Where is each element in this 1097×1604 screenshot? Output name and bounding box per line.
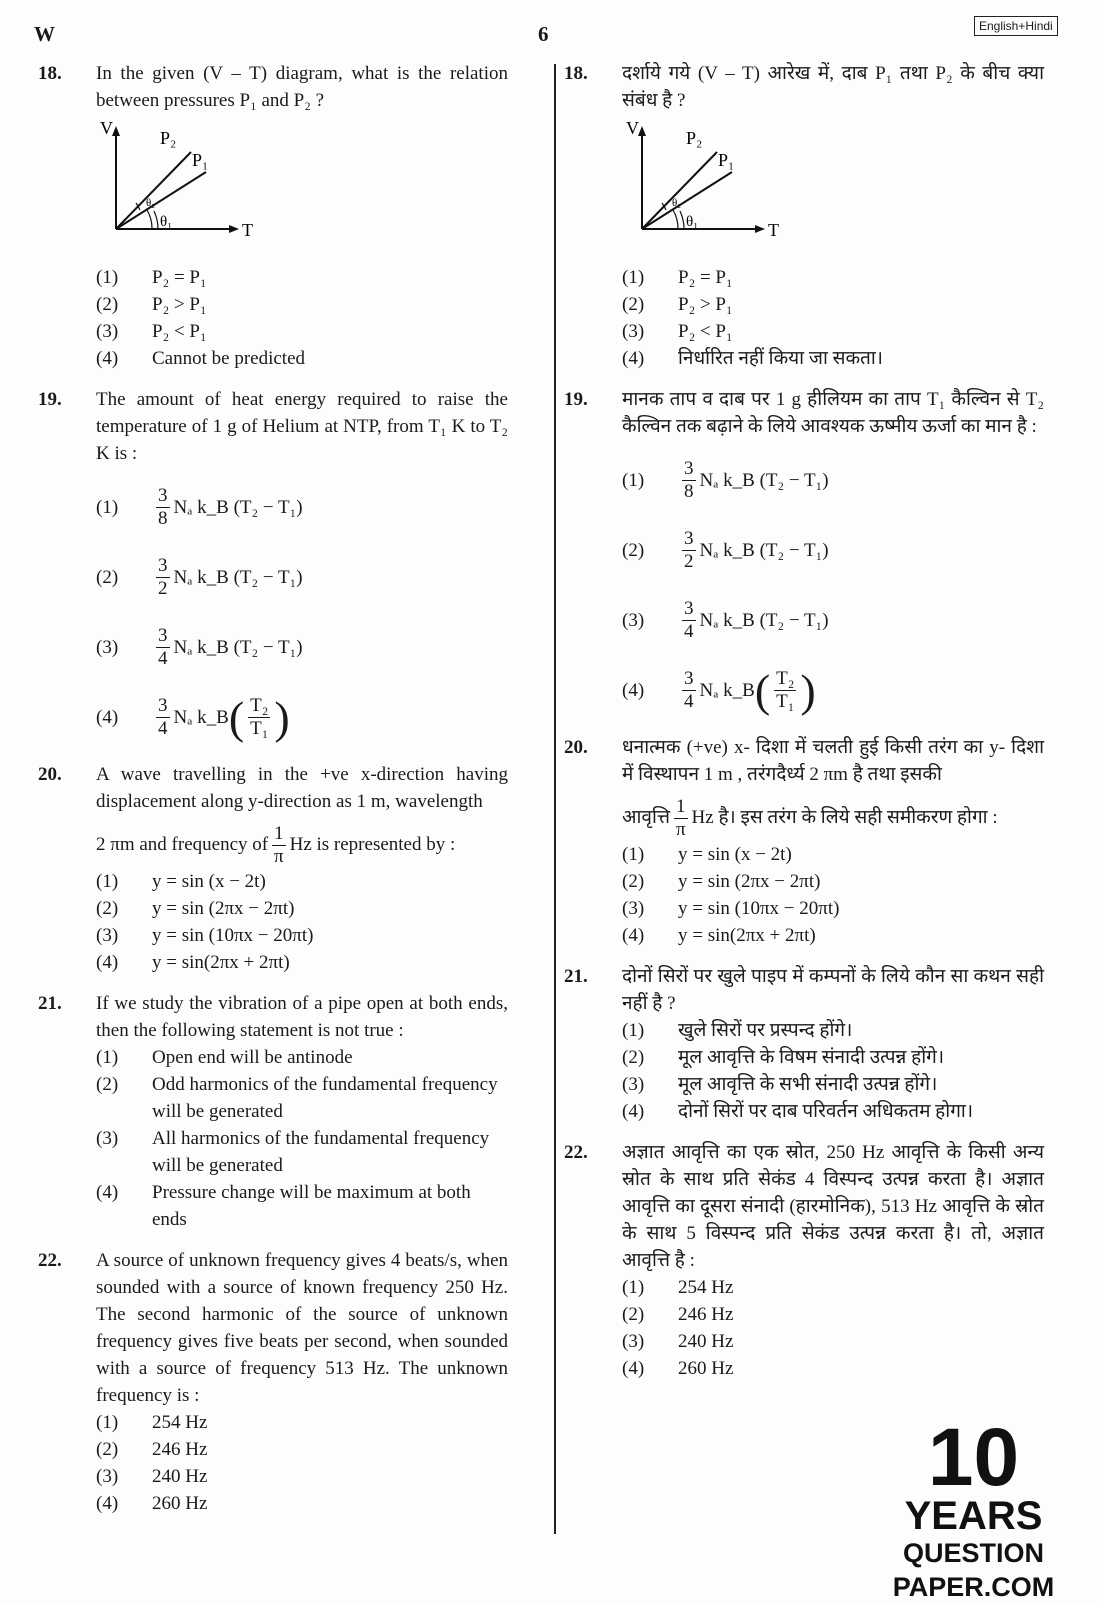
option-number: (3) (622, 321, 645, 342)
watermark-logo (850, 1412, 1097, 1604)
t-label: T (768, 220, 779, 240)
question-number: 18. (38, 63, 62, 84)
fraction: 3 4 (158, 624, 168, 669)
option-number: (4) (622, 1358, 645, 1379)
option-4[interactable]: (4) 3 4 Nₐ k_B ( T₂ T₁ ) (96, 691, 290, 743)
option-number: (3) (96, 1128, 119, 1149)
question-22 (38, 1247, 508, 1517)
option-text: Pressure change will be maximum at both ends (152, 1182, 471, 1230)
option-text: y = sin (x − 2t) (678, 844, 792, 865)
option-1[interactable] (96, 868, 508, 895)
question-18 (38, 60, 508, 372)
option-number: (1) (622, 1277, 645, 1298)
option-expression: Nₐ k_B (699, 679, 755, 701)
option-number: (3) (622, 1074, 645, 1095)
option-text: दोनों सिरों पर दाब परिवर्तन अधिकतम होगा। (678, 1101, 974, 1122)
option-number: (4) (96, 952, 119, 973)
column-divider (554, 64, 556, 1534)
question-text: A wave travelling in the +ve x-direction having displacement along y-direction as 1 m, wavelength (96, 764, 508, 812)
option-text: मूल आवृत्ति के विषम संनादी उत्पन्न होंगे। (678, 1047, 945, 1068)
option-number: (3) (622, 609, 645, 631)
option-number: (2) (96, 1439, 119, 1460)
question-text: दोनों सिरों पर खुले पाइप में कम्पनों के लिये कौन सा कथन सही नहीं है ? (622, 966, 1044, 1014)
option-text: निर्धारित नहीं किया जा सकता। (678, 348, 884, 369)
option-3[interactable] (96, 922, 508, 949)
question-20 (38, 761, 508, 976)
option-text: y = sin (2πx − 2πt) (152, 898, 295, 919)
option-number: (2) (622, 539, 645, 561)
p2-label: P₂ (686, 128, 703, 148)
option-4[interactable]: (4) 3 4 Nₐ k_B ( T₂ T₁ ) (622, 664, 816, 716)
option-1[interactable] (622, 450, 1044, 510)
option-number: (2) (622, 1304, 645, 1325)
option-text: y = sin (10πx − 20πt) (152, 925, 314, 946)
v-label: V (626, 118, 639, 138)
question-number: 18. (564, 63, 588, 84)
option-expression: Nₐ k_B (T₂ − T₁) (699, 539, 829, 561)
option-text: P₂ < P₁ (678, 321, 733, 342)
option-text: 246 Hz (678, 1304, 734, 1325)
option-text: Odd harmonics of the fundamental frequency will be generated (152, 1074, 498, 1122)
t-label: T (242, 220, 253, 240)
option-text: y = sin (2πx − 2πt) (678, 871, 821, 892)
option-number: (4) (622, 679, 645, 701)
vt-diagram-svg (622, 114, 822, 264)
option-number: (3) (96, 1466, 119, 1487)
option-number: (4) (96, 1493, 119, 1514)
question-number: 21. (38, 993, 62, 1014)
option-4[interactable] (96, 345, 508, 372)
option-text: Open end will be antinode (152, 1047, 353, 1068)
option-3[interactable] (622, 895, 1044, 922)
option-text: 246 Hz (152, 1439, 208, 1460)
theta2-label: θ₂ (146, 197, 156, 209)
question-text: मानक ताप व दाब पर 1 g हीलियम का ताप T₁ कैल्विन से T₂ कैल्विन तक बढ़ाने के लिये आवश्यक ऊष्मीय ऊर्जा का मान है : (622, 389, 1044, 437)
p1-label: P₁ (192, 150, 209, 170)
question-text: The amount of heat energy required to raise the temperature of 1 g of Helium at NTP, from T₁ K to T₂ K is : (96, 389, 508, 464)
option-1[interactable] (96, 1409, 508, 1436)
option-number: (1) (96, 267, 119, 288)
option-expression: Nₐ k_B (T₂ − T₁) (173, 566, 303, 588)
logo-years: YEARS (904, 1494, 1043, 1538)
question-number: 19. (564, 389, 588, 410)
v-label: V (100, 118, 113, 138)
p2-line (116, 152, 191, 229)
theta1-arc (673, 210, 678, 229)
option-1[interactable] (96, 477, 508, 537)
option-number: (4) (96, 348, 119, 369)
option-number: (1) (622, 267, 645, 288)
question-number: 20. (564, 737, 588, 758)
option-number: (3) (96, 636, 119, 658)
option-2[interactable] (96, 291, 508, 318)
option-2[interactable] (622, 868, 1044, 895)
question-21 (38, 990, 508, 1233)
v-axis-arrow-icon (638, 126, 646, 136)
option-number: (2) (622, 294, 645, 315)
question-text-line2: आवृत्ति $\frac{1}{\pi}$ Hz है। इस तरंग के लिये सही समीकरण होगा : (622, 796, 998, 840)
option-2[interactable] (96, 895, 508, 922)
option-text: P₂ = P₁ (678, 267, 733, 288)
option-text: 260 Hz (152, 1493, 208, 1514)
fraction: 3 8 (158, 484, 168, 529)
fraction: 3 8 (684, 457, 694, 502)
fraction: 3 4 (684, 667, 694, 712)
option-number: (1) (96, 871, 119, 892)
option-2[interactable] (96, 1071, 508, 1125)
question-22-hindi (564, 1139, 1044, 1382)
theta2-label: θ₂ (672, 197, 682, 209)
theta1-arc (147, 210, 152, 229)
option-number: (3) (96, 925, 119, 946)
question-number: 19. (38, 389, 62, 410)
option-text: 254 Hz (678, 1277, 734, 1298)
option-number: (3) (622, 898, 645, 919)
option-number: (4) (96, 1182, 119, 1203)
question-text: अज्ञात आवृत्ति का एक स्रोत, 250 Hz आवृत्ति के किसी अन्य स्रोत के साथ प्रति सेकंड 4 विस्पन्द उत्पन्न करता है। अज्ञात आवृत्ति का दूसरा संनादी (हारमोनिक), 513 Hz आवृत्ति के स्रोत के साथ 5 विस्पन्द प्रति सेकंड उत्पन्न करता है। तो, अज्ञात आवृत्ति है : (622, 1142, 1044, 1271)
fraction: 3 4 (684, 597, 694, 642)
question-number: 20. (38, 764, 62, 785)
ratio-fraction: T₂ T₁ (250, 694, 269, 739)
option-3[interactable] (622, 1071, 1044, 1098)
language-badge: English+Hindi (974, 16, 1058, 36)
theta1-arc-inner (154, 211, 158, 229)
question-20-hindi (564, 734, 1044, 949)
v-axis-arrow-icon (112, 126, 120, 136)
option-2[interactable] (622, 1044, 1044, 1071)
t-axis-arrow-icon (755, 225, 765, 233)
question-text: A source of unknown frequency gives 4 beats/s, when sounded with a source of known frequency 250 Hz. The second harmonic of the source of unknown frequency gives five beats per second, when sounded with a source of frequency 513 Hz. The unknown frequency is : (96, 1250, 508, 1406)
option-1[interactable] (622, 1017, 1044, 1044)
english-column (38, 60, 508, 1531)
option-3[interactable] (96, 318, 508, 345)
option-text: y = sin (10πx − 20πt) (678, 898, 840, 919)
option-2[interactable] (622, 1301, 1044, 1328)
t-axis-arrow-icon (229, 225, 239, 233)
ratio-fraction: T₂ T₁ (776, 667, 795, 712)
option-text: All harmonics of the fundamental frequency will be generated (152, 1128, 490, 1176)
fraction: 3 4 (158, 694, 168, 739)
option-1[interactable] (622, 264, 1044, 291)
theta1-label: θ₁ (686, 214, 699, 230)
option-text: Cannot be predicted (152, 348, 306, 369)
hindi-column (564, 60, 1044, 1396)
option-number: (4) (622, 1101, 645, 1122)
question-number: 22. (38, 1250, 62, 1271)
option-1[interactable] (622, 841, 1044, 868)
option-number: (3) (622, 1331, 645, 1352)
p2-line (642, 152, 717, 229)
option-expression: Nₐ k_B (T₂ − T₁) (699, 469, 829, 491)
question-number: 21. (564, 966, 588, 987)
option-2[interactable] (622, 520, 1044, 580)
option-number: (2) (622, 871, 645, 892)
question-19-hindi (564, 386, 1044, 720)
option-number: (1) (622, 844, 645, 865)
option-number: (1) (96, 1412, 119, 1433)
question-19 (38, 386, 508, 747)
vt-diagram (622, 114, 822, 264)
option-text: 260 Hz (678, 1358, 734, 1379)
option-4[interactable] (622, 345, 1044, 372)
option-4[interactable] (622, 922, 1044, 949)
question-number: 22. (564, 1142, 588, 1163)
option-number: (4) (96, 706, 119, 728)
option-number: (3) (96, 321, 119, 342)
option-text: 240 Hz (678, 1331, 734, 1352)
option-number: (1) (622, 1020, 645, 1041)
option-text: 254 Hz (152, 1412, 208, 1433)
option-1[interactable] (622, 1274, 1044, 1301)
option-4[interactable] (622, 1098, 1044, 1125)
option-number: (2) (622, 1047, 645, 1068)
option-text: खुले सिरों पर प्रस्पन्द होंगे। (678, 1020, 853, 1041)
logo-number: 10 (927, 1412, 1020, 1503)
option-number: (2) (96, 566, 119, 588)
logo-site: QUESTION PAPER.COM (892, 1538, 1055, 1602)
option-3[interactable] (622, 318, 1044, 345)
option-text: P₂ < P₁ (152, 321, 207, 342)
series-code: W (34, 22, 55, 46)
theta1-arc-inner (680, 211, 684, 229)
option-1[interactable] (96, 264, 508, 291)
option-expression: Nₐ k_B (T₂ − T₁) (173, 636, 303, 658)
option-text: 240 Hz (152, 1466, 208, 1487)
option-expression: Nₐ k_B (T₂ − T₁) (173, 496, 303, 518)
option-text: y = sin(2πx + 2πt) (678, 925, 816, 946)
option-text: y = sin(2πx + 2πt) (152, 952, 290, 973)
option-3[interactable] (96, 1463, 508, 1490)
option-expression: Nₐ k_B (173, 706, 229, 728)
question-text: In the given (V – T) diagram, what is the relation between pressures P₁ and P₂ ? (96, 63, 508, 111)
option-text: P₂ > P₁ (678, 294, 733, 315)
option-number: (4) (622, 925, 645, 946)
option-3[interactable] (622, 1328, 1044, 1355)
option-number: (1) (96, 496, 119, 518)
question-18-hindi (564, 60, 1044, 372)
question-text: दर्शाये गये (V – T) आरेख में, दाब P₁ तथा P₂ के बीच क्या संबंध है ? (622, 63, 1044, 111)
option-4[interactable] (96, 1179, 508, 1233)
option-number: (1) (96, 1047, 119, 1068)
fraction: 3 2 (684, 527, 694, 572)
option-3[interactable] (96, 1125, 508, 1179)
option-text: y = sin (x − 2t) (152, 871, 266, 892)
p2-label: P₂ (160, 128, 177, 148)
page-number: 6 (538, 22, 549, 46)
option-text: P₂ = P₁ (152, 267, 207, 288)
theta1-label: θ₁ (160, 214, 173, 230)
question-21-hindi (564, 963, 1044, 1125)
option-number: (2) (96, 294, 119, 315)
option-number: (1) (622, 469, 645, 491)
question-text: धनात्मक (+ve) x- दिशा में चलती हुई किसी तरंग का y- दिशा में विस्थापन 1 m , तरंगदैर्ध्य 2 πm है तथा इसकी (622, 737, 1044, 785)
option-text: मूल आवृत्ति के सभी संनादी उत्पन्न होंगे। (678, 1074, 938, 1095)
vt-diagram-svg (96, 114, 296, 264)
option-4[interactable] (96, 1490, 508, 1517)
option-number: (4) (622, 348, 645, 369)
option-1[interactable] (96, 1044, 508, 1071)
option-4[interactable] (622, 1355, 1044, 1382)
p1-label: P₁ (718, 150, 735, 170)
option-2[interactable] (622, 291, 1044, 318)
option-text: P₂ > P₁ (152, 294, 207, 315)
fraction: 3 2 (158, 554, 168, 599)
option-number: (2) (96, 898, 119, 919)
question-text: If we study the vibration of a pipe open at both ends, then the following statement is not true : (96, 993, 508, 1041)
option-2[interactable] (96, 1436, 508, 1463)
question-text-line2: 2 πm and frequency of $\frac{1}{\pi}$ Hz is represented by : (96, 823, 456, 867)
option-3[interactable] (96, 617, 508, 677)
option-number: (2) (96, 1074, 119, 1095)
option-4[interactable] (96, 949, 508, 976)
option-expression: Nₐ k_B (T₂ − T₁) (699, 609, 829, 631)
vt-diagram (96, 114, 296, 264)
option-3[interactable] (622, 590, 1044, 650)
option-2[interactable] (96, 547, 508, 607)
